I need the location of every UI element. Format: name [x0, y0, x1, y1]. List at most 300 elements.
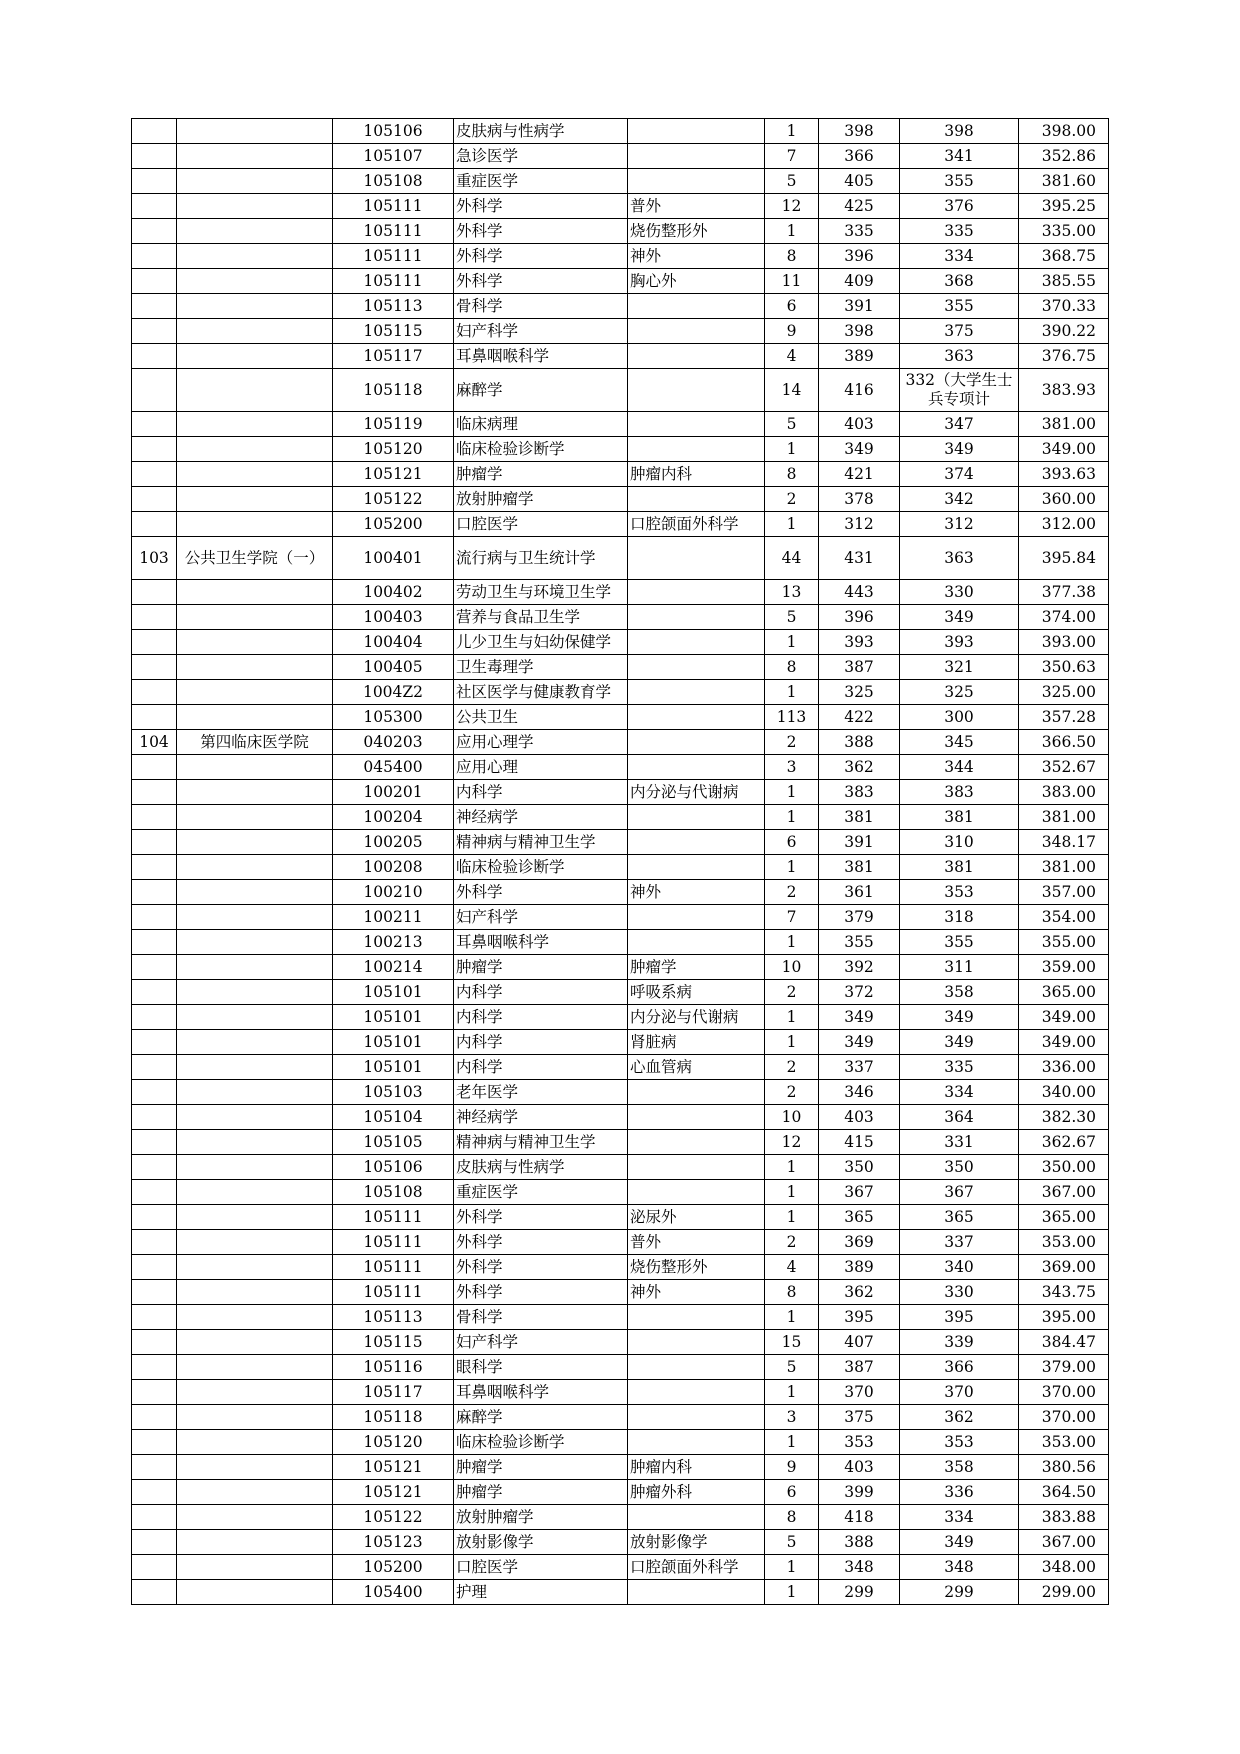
col-admitted-count: 7 [765, 144, 819, 169]
col-unit-name [177, 1005, 333, 1030]
col-admitted-count: 2 [765, 1080, 819, 1105]
col-min-score: 334 [900, 244, 1019, 269]
col-unit-code [132, 119, 177, 144]
col-admitted-count: 1 [765, 437, 819, 462]
col-major-code: 105122 [333, 1505, 454, 1530]
col-unit-name [177, 1205, 333, 1230]
col-min-score: 300 [900, 705, 1019, 730]
table-row [132, 219, 1109, 244]
table-row [132, 1555, 1109, 1580]
col-major-code: 105117 [333, 1380, 454, 1405]
col-avg-score: 325.00 [1019, 680, 1109, 705]
col-admitted-count: 6 [765, 1480, 819, 1505]
col-min-score: 376 [900, 194, 1019, 219]
col-major-code: 105108 [333, 169, 454, 194]
col-admitted-count: 1 [765, 1180, 819, 1205]
col-direction [628, 830, 765, 855]
admission-score-table [131, 118, 1109, 1605]
col-major-code: 105106 [333, 1155, 454, 1180]
col-unit-name [177, 1530, 333, 1555]
col-direction [628, 1130, 765, 1155]
col-max-score: 391 [819, 830, 900, 855]
col-max-score: 381 [819, 855, 900, 880]
col-admitted-count: 1 [765, 1305, 819, 1330]
col-unit-code: 104 [132, 730, 177, 755]
col-major-name: 急诊医学 [454, 144, 628, 169]
table-row [132, 1255, 1109, 1280]
col-major-code: 105113 [333, 294, 454, 319]
col-major-name: 护理 [454, 1580, 628, 1605]
col-avg-score: 336.00 [1019, 1055, 1109, 1080]
col-admitted-count: 1 [765, 805, 819, 830]
col-unit-name [177, 1580, 333, 1605]
table-row [132, 1380, 1109, 1405]
col-unit-name [177, 655, 333, 680]
col-direction: 神外 [628, 880, 765, 905]
col-major-name: 外科学 [454, 219, 628, 244]
table-row [132, 344, 1109, 369]
table-row [132, 1105, 1109, 1130]
col-direction: 神外 [628, 244, 765, 269]
col-direction [628, 319, 765, 344]
col-direction [628, 437, 765, 462]
col-direction [628, 680, 765, 705]
col-unit-name [177, 1430, 333, 1455]
col-major-name: 外科学 [454, 194, 628, 219]
col-direction: 烧伤整形外 [628, 219, 765, 244]
col-max-score: 337 [819, 1055, 900, 1080]
col-major-code: 105200 [333, 1555, 454, 1580]
col-major-code: 105111 [333, 1205, 454, 1230]
col-avg-score: 366.50 [1019, 730, 1109, 755]
col-max-score: 399 [819, 1480, 900, 1505]
col-admitted-count: 1 [765, 1430, 819, 1455]
col-max-score: 355 [819, 930, 900, 955]
col-major-name: 内科学 [454, 980, 628, 1005]
col-unit-name [177, 980, 333, 1005]
col-major-name: 放射肿瘤学 [454, 487, 628, 512]
col-direction: 肿瘤外科 [628, 1480, 765, 1505]
table-row [132, 1205, 1109, 1230]
col-unit-name [177, 169, 333, 194]
col-max-score: 381 [819, 805, 900, 830]
col-max-score: 395 [819, 1305, 900, 1330]
col-unit-code [132, 580, 177, 605]
col-admitted-count: 8 [765, 1280, 819, 1305]
col-min-score: 353 [900, 1430, 1019, 1455]
col-min-score: 334 [900, 1080, 1019, 1105]
col-direction: 放射影像学 [628, 1530, 765, 1555]
table-row [132, 1230, 1109, 1255]
col-unit-code [132, 1555, 177, 1580]
col-min-score: 318 [900, 905, 1019, 930]
table-row [132, 1355, 1109, 1380]
col-major-name: 妇产科学 [454, 319, 628, 344]
col-max-score: 375 [819, 1405, 900, 1430]
col-max-score: 405 [819, 169, 900, 194]
col-major-name: 外科学 [454, 1230, 628, 1255]
col-avg-score: 352.86 [1019, 144, 1109, 169]
col-major-name: 肿瘤学 [454, 462, 628, 487]
col-major-name: 内科学 [454, 1005, 628, 1030]
col-max-score: 325 [819, 680, 900, 705]
col-direction [628, 630, 765, 655]
col-direction [628, 805, 765, 830]
col-max-score: 416 [819, 369, 900, 412]
col-max-score: 378 [819, 487, 900, 512]
col-unit-name [177, 1455, 333, 1480]
col-major-code: 100404 [333, 630, 454, 655]
col-major-code: 105200 [333, 512, 454, 537]
col-direction [628, 412, 765, 437]
col-unit-name [177, 955, 333, 980]
col-direction: 烧伤整形外 [628, 1255, 765, 1280]
col-major-name: 卫生毒理学 [454, 655, 628, 680]
table-row [132, 169, 1109, 194]
col-major-name: 临床病理 [454, 412, 628, 437]
col-avg-score: 370.00 [1019, 1405, 1109, 1430]
col-max-score: 370 [819, 1380, 900, 1405]
col-unit-code [132, 680, 177, 705]
table-row [132, 1080, 1109, 1105]
col-admitted-count: 5 [765, 1355, 819, 1380]
col-unit-name [177, 1305, 333, 1330]
col-min-score: 358 [900, 980, 1019, 1005]
col-min-score: 334 [900, 1505, 1019, 1530]
col-admitted-count: 10 [765, 1105, 819, 1130]
col-major-name: 公共卫生 [454, 705, 628, 730]
col-unit-code [132, 219, 177, 244]
col-major-name: 神经病学 [454, 1105, 628, 1130]
col-min-score: 340 [900, 1255, 1019, 1280]
table-row [132, 462, 1109, 487]
col-max-score: 398 [819, 119, 900, 144]
col-unit-name [177, 905, 333, 930]
col-unit-code [132, 1230, 177, 1255]
col-min-score: 335 [900, 1055, 1019, 1080]
col-max-score: 369 [819, 1230, 900, 1255]
col-unit-code [132, 194, 177, 219]
col-major-code: 100405 [333, 655, 454, 680]
col-major-name: 营养与食品卫生学 [454, 605, 628, 630]
col-direction: 内分泌与代谢病 [628, 1005, 765, 1030]
col-max-score: 335 [819, 219, 900, 244]
col-direction [628, 169, 765, 194]
col-major-code: 105101 [333, 1055, 454, 1080]
col-major-code: 100403 [333, 605, 454, 630]
col-major-code: 105107 [333, 144, 454, 169]
col-min-score: 349 [900, 1030, 1019, 1055]
col-major-name: 肿瘤学 [454, 1455, 628, 1480]
col-major-code: 105111 [333, 1280, 454, 1305]
col-unit-name [177, 705, 333, 730]
col-unit-name [177, 512, 333, 537]
col-admitted-count: 14 [765, 369, 819, 412]
table-row [132, 1480, 1109, 1505]
col-unit-name [177, 1180, 333, 1205]
col-major-name: 肿瘤学 [454, 1480, 628, 1505]
col-admitted-count: 2 [765, 1230, 819, 1255]
col-min-score: 325 [900, 680, 1019, 705]
col-admitted-count: 3 [765, 755, 819, 780]
col-max-score: 366 [819, 144, 900, 169]
col-unit-code [132, 1055, 177, 1080]
col-major-code: 105120 [333, 1430, 454, 1455]
col-unit-code [132, 1330, 177, 1355]
col-unit-code [132, 144, 177, 169]
col-unit-name [177, 580, 333, 605]
col-admitted-count: 1 [765, 780, 819, 805]
col-min-score: 353 [900, 880, 1019, 905]
col-direction [628, 1105, 765, 1130]
col-major-name: 眼科学 [454, 1355, 628, 1380]
col-major-name: 精神病与精神卫生学 [454, 830, 628, 855]
col-max-score: 393 [819, 630, 900, 655]
col-max-score: 353 [819, 1430, 900, 1455]
col-direction [628, 1155, 765, 1180]
table-row [132, 1430, 1109, 1455]
col-unit-name [177, 437, 333, 462]
col-major-code: 105116 [333, 1355, 454, 1380]
col-major-code: 100211 [333, 905, 454, 930]
col-major-code: 105121 [333, 462, 454, 487]
col-admitted-count: 9 [765, 1455, 819, 1480]
col-admitted-count: 1 [765, 1030, 819, 1055]
col-major-code: 105113 [333, 1305, 454, 1330]
col-unit-name [177, 805, 333, 830]
col-min-score: 347 [900, 412, 1019, 437]
table-row [132, 144, 1109, 169]
col-unit-code [132, 830, 177, 855]
table-row [132, 1130, 1109, 1155]
col-max-score: 349 [819, 1005, 900, 1030]
table-row [132, 930, 1109, 955]
col-avg-score: 395.25 [1019, 194, 1109, 219]
col-admitted-count: 6 [765, 294, 819, 319]
col-min-score: 349 [900, 605, 1019, 630]
col-unit-code [132, 1155, 177, 1180]
col-min-score: 299 [900, 1580, 1019, 1605]
col-direction: 肿瘤内科 [628, 1455, 765, 1480]
col-unit-code [132, 412, 177, 437]
col-major-name: 外科学 [454, 269, 628, 294]
col-direction: 心血管病 [628, 1055, 765, 1080]
col-unit-code [132, 1530, 177, 1555]
col-major-code: 045400 [333, 755, 454, 780]
col-avg-score: 398.00 [1019, 119, 1109, 144]
table-row [132, 1330, 1109, 1355]
table-row [132, 880, 1109, 905]
col-avg-score: 365.00 [1019, 980, 1109, 1005]
col-avg-score: 357.28 [1019, 705, 1109, 730]
col-major-code: 040203 [333, 730, 454, 755]
col-direction [628, 1330, 765, 1355]
col-avg-score: 380.56 [1019, 1455, 1109, 1480]
col-major-name: 应用心理 [454, 755, 628, 780]
col-avg-score: 381.00 [1019, 805, 1109, 830]
col-avg-score: 353.00 [1019, 1230, 1109, 1255]
col-unit-name [177, 344, 333, 369]
col-unit-code [132, 1105, 177, 1130]
col-major-code: 100201 [333, 780, 454, 805]
col-min-score: 310 [900, 830, 1019, 855]
col-unit-name: 公共卫生学院（一） [177, 537, 333, 580]
table-row [132, 1005, 1109, 1030]
col-min-score: 355 [900, 169, 1019, 194]
col-avg-score: 364.50 [1019, 1480, 1109, 1505]
col-avg-score: 348.17 [1019, 830, 1109, 855]
col-avg-score: 385.55 [1019, 269, 1109, 294]
col-unit-name [177, 1230, 333, 1255]
col-major-code: 100205 [333, 830, 454, 855]
col-major-name: 放射肿瘤学 [454, 1505, 628, 1530]
col-min-score: 367 [900, 1180, 1019, 1205]
col-unit-code [132, 1305, 177, 1330]
col-admitted-count: 12 [765, 1130, 819, 1155]
col-unit-name: 第四临床医学院 [177, 730, 333, 755]
col-unit-code [132, 487, 177, 512]
col-unit-code [132, 1455, 177, 1480]
col-unit-code [132, 1505, 177, 1530]
col-avg-score: 312.00 [1019, 512, 1109, 537]
col-admitted-count: 9 [765, 319, 819, 344]
col-major-code: 105111 [333, 194, 454, 219]
col-major-code: 100208 [333, 855, 454, 880]
col-min-score: 375 [900, 319, 1019, 344]
col-avg-score: 374.00 [1019, 605, 1109, 630]
col-major-code: 105115 [333, 319, 454, 344]
col-avg-score: 348.00 [1019, 1555, 1109, 1580]
col-admitted-count: 11 [765, 269, 819, 294]
col-max-score: 362 [819, 755, 900, 780]
col-major-name: 耳鼻咽喉科学 [454, 344, 628, 369]
col-admitted-count: 1 [765, 219, 819, 244]
col-unit-name [177, 194, 333, 219]
col-min-score: 330 [900, 580, 1019, 605]
col-max-score: 362 [819, 1280, 900, 1305]
col-unit-code [132, 462, 177, 487]
col-direction [628, 730, 765, 755]
col-admitted-count: 4 [765, 1255, 819, 1280]
col-avg-score: 357.00 [1019, 880, 1109, 905]
col-major-code: 105120 [333, 437, 454, 462]
col-max-score: 350 [819, 1155, 900, 1180]
col-unit-name [177, 1105, 333, 1130]
col-avg-score: 349.00 [1019, 437, 1109, 462]
col-max-score: 425 [819, 194, 900, 219]
col-admitted-count: 2 [765, 880, 819, 905]
col-major-code: 100402 [333, 580, 454, 605]
col-major-code: 105108 [333, 1180, 454, 1205]
col-unit-code [132, 437, 177, 462]
col-admitted-count: 8 [765, 244, 819, 269]
col-min-score: 381 [900, 855, 1019, 880]
table-row [132, 730, 1109, 755]
col-avg-score: 365.00 [1019, 1205, 1109, 1230]
col-major-name: 应用心理学 [454, 730, 628, 755]
col-direction [628, 1080, 765, 1105]
col-unit-code [132, 1280, 177, 1305]
col-major-name: 口腔医学 [454, 512, 628, 537]
table-row [132, 244, 1109, 269]
col-major-name: 肿瘤学 [454, 955, 628, 980]
col-major-name: 妇产科学 [454, 1330, 628, 1355]
col-unit-name [177, 294, 333, 319]
col-max-score: 431 [819, 537, 900, 580]
col-major-name: 皮肤病与性病学 [454, 1155, 628, 1180]
col-admitted-count: 1 [765, 630, 819, 655]
col-admitted-count: 8 [765, 462, 819, 487]
col-admitted-count: 2 [765, 730, 819, 755]
col-max-score: 389 [819, 344, 900, 369]
col-direction [628, 1180, 765, 1205]
col-max-score: 365 [819, 1205, 900, 1230]
col-max-score: 396 [819, 605, 900, 630]
col-min-score: 312 [900, 512, 1019, 537]
table-row [132, 855, 1109, 880]
col-major-name: 内科学 [454, 1055, 628, 1080]
col-unit-code [132, 1005, 177, 1030]
col-max-score: 396 [819, 244, 900, 269]
table-row [132, 580, 1109, 605]
col-major-name: 神经病学 [454, 805, 628, 830]
table-row [132, 805, 1109, 830]
col-major-code: 105118 [333, 369, 454, 412]
col-direction [628, 855, 765, 880]
col-unit-name [177, 755, 333, 780]
col-direction [628, 1405, 765, 1430]
col-avg-score: 350.63 [1019, 655, 1109, 680]
col-major-code: 105111 [333, 219, 454, 244]
col-unit-code [132, 369, 177, 412]
col-unit-name [177, 144, 333, 169]
col-direction [628, 580, 765, 605]
col-admitted-count: 1 [765, 1580, 819, 1605]
col-admitted-count: 7 [765, 905, 819, 930]
col-major-code: 105300 [333, 705, 454, 730]
col-avg-score: 370.33 [1019, 294, 1109, 319]
col-unit-name [177, 1480, 333, 1505]
col-admitted-count: 1 [765, 1155, 819, 1180]
col-major-code: 105103 [333, 1080, 454, 1105]
col-major-name: 外科学 [454, 880, 628, 905]
col-avg-score: 343.75 [1019, 1280, 1109, 1305]
col-admitted-count: 8 [765, 1505, 819, 1530]
col-major-code: 105106 [333, 119, 454, 144]
col-min-score: 339 [900, 1330, 1019, 1355]
col-admitted-count: 2 [765, 1055, 819, 1080]
col-unit-code [132, 1430, 177, 1455]
col-admitted-count: 2 [765, 487, 819, 512]
col-major-name: 放射影像学 [454, 1530, 628, 1555]
table-row [132, 1180, 1109, 1205]
col-unit-code [132, 1130, 177, 1155]
col-avg-score: 350.00 [1019, 1155, 1109, 1180]
col-admitted-count: 5 [765, 169, 819, 194]
col-unit-name [177, 1130, 333, 1155]
col-max-score: 379 [819, 905, 900, 930]
col-max-score: 372 [819, 980, 900, 1005]
col-max-score: 403 [819, 1105, 900, 1130]
col-unit-code [132, 980, 177, 1005]
col-unit-name [177, 855, 333, 880]
col-admitted-count: 1 [765, 119, 819, 144]
col-min-score: 395 [900, 1305, 1019, 1330]
col-avg-score: 381.60 [1019, 169, 1109, 194]
col-avg-score: 355.00 [1019, 930, 1109, 955]
col-min-score: 370 [900, 1380, 1019, 1405]
col-min-score: 311 [900, 955, 1019, 980]
